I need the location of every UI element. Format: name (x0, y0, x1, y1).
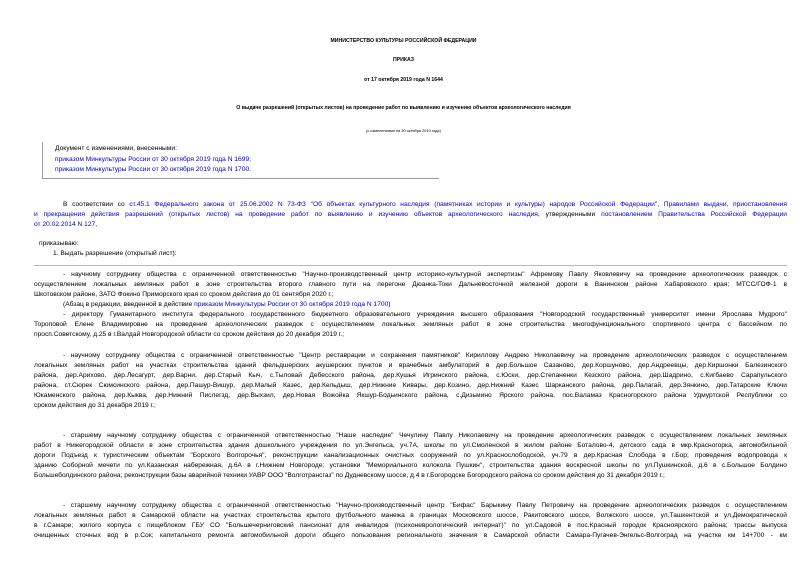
doc-title-heading: О выдаче разрешений (открытых листов) на проведение работ по выявлению и изучению объектов археологического наследия (236, 105, 571, 111)
preamble-line-1 (63, 200, 787, 210)
entry-2-line-2: Тороповой Елене Владимировне на проведение археологических разведок с осуществлением локальных земляных работ в зоне строительства многофункционального спортивного центра с бассейном по (34, 321, 787, 328)
edition-note: (с изменениями на 30 октября 2019 года) (366, 128, 441, 133)
change-link-1699[interactable]: приказом Минкультуры России от 30 октября 2019 года N 1699 (55, 156, 250, 163)
changes-sep-2: . (249, 166, 251, 173)
doc-type-heading: ПРИКАЗ (392, 57, 415, 63)
entry-5-line-4: очищенных сточных вод в р.Сок; капитального ремонта автомобильной дороги общего пользования регионального значения в Самарской области Самара-Пугачев-Энгельс-Волгоград на участке км 14+700 - км (34, 532, 787, 539)
entry-4-line-1: - старшему научному сотруднику общества с ограниченной ответственностью "Наше наследие" Чечулину Павлу Николаевичу на проведение археологических разведок с осуществлением локальных земляных (63, 432, 787, 439)
entry-1-note-text: (Абзац в редакции, введенной в действие (63, 301, 195, 308)
changes-box (42, 142, 439, 179)
separator-rule (34, 265, 787, 266)
preamble-text-1: В соответствии со (63, 201, 130, 208)
entry-1-line-1: - научному сотруднику общества с ограниченной ответственностью "Научно-производственный центр историко-культурной экспертизы" Афремову Павлу Яковлевичу на проведение археологических разведок с (63, 271, 787, 278)
entry-3-line-4: района, ст.Сюрек Сюмсинского района, дер.Пашур-Вишур, дер.Малый Казес, дер.Кельдыш, дер.Нижние Кивары, дер.Козино, дер.Нижний Казес Шарканского района, дер.Палагай, дер.Зянкино, дер.Татарские Ключи (34, 382, 787, 389)
entry-4-line-4: зданию Соборной мечети по ул.Казанская набережная, д.6А в г.Нижнем Новгороде; установки "Мемориального колокола Пушкин", строительства здания воскресной школы по ул.Пушкинской, д.6 в с.Большое Болдино (34, 462, 787, 469)
entry-3-line-3: района, дер.Арихово, дер.Лесагурт, дер.Варни, дер.Старый Кыч, с.Тыловай Дебесского района, дер.Кушья Игринского района, с.Юски, дер.Степаненки Кезского района, дер.Шадрино, с.Кигбаево Сарапульского (34, 372, 787, 379)
entry-3-line-5: Юкаменского района, дер.Кыква, дер.Нижний Пислегзд, дер.Выхзил, дер.Новая Вожойка Якшур-Бодьинского района, с.Дизьмино Ярского района, пос.Валамаз Красногорского района Удмуртской Республики со (34, 392, 787, 399)
changes-line-2 (55, 165, 251, 174)
entry-3-line-2: локальных земляных работ на участках строительства зданий фельдшерских акушерских пунктов и врачебных амбулаторий в дер.Большое Сазаново, дер.Коршуново, дер.Андреевцы, дер.Киршонки Балезинского (34, 362, 787, 369)
entry-3-line-1: - научному сотруднику общества с ограниченной ответственностью "Центр реставрации и сохранения памятников" Кириллову Андрею Николаевичу на проведение археологических разведок с осуществлением (63, 352, 787, 359)
changes-sep-1: ; (249, 156, 251, 163)
preamble-line-3 (34, 220, 97, 230)
doc-date-heading: от 17 октября 2019 года N 1644 (364, 77, 443, 83)
government-decree-link[interactable]: постановлением Правительства Российской Федерации (601, 211, 787, 218)
changes-intro: Документ с изменениями, внесенными: (55, 145, 177, 152)
entry-4-line-2: работ в Нижегородской области в зоне строительства здания дошкольного учреждения по ул.Энгельса, уч.7А, школы по ул.Смоленской в жилом районе Боталово-4, детского сада в мкр.Красногорка, автомобильной (34, 442, 787, 449)
entry-5-line-2: локальных земляных работ в Самарской области на участках строительства крытого футбольного манежа в границах Московского шоссе, Ракитовского шоссе, Волжского шоссе, ул.Ташкентской и ул.Демократической (34, 512, 787, 519)
entry-1-line-3: Шкотовском районе, ЗАТО Фокино Приморского края со сроком действия до 01 сентября 2020 г.; (34, 291, 334, 298)
preamble-text-3: , утвержденными (537, 211, 602, 218)
entry-4-line-5: Большеболдинского района; реконструкции базы аварийной техники УАВР ООО "Волготрансгаз" по Дудневскому шоссе, д.4 в г.Богородске Богородского района со сроком действия до 31 декабря 2019 г.; (34, 472, 665, 479)
entry-3-line-6: сроком действия до 31 декабря 2019 г.; (34, 402, 156, 409)
entry-5-line-3: в г.Самаре; жилого корпуса с пищеблоком ГБУ СО "Большечерниговский пансионат для инвалидов (психоневрологический интернат)" по ул.Садовой в пос.Красный городок Красноярского района; трассы выпуска (34, 522, 787, 529)
entry-2-line-3: просп.Советскому, д.25 в г.Валдай Новгородской области со сроком действия до 20 декабря 2019 г.; (34, 331, 345, 338)
preamble-line-2 (34, 210, 787, 220)
preamble-text-2: , (657, 201, 664, 208)
federal-law-link[interactable]: ст.45.1 Федерального закона от 25.06.2002 N 73-ФЗ "Об объектах культурного наследия (памятниках истории и культуры) народов Российской Федерации" (129, 201, 658, 208)
entry-1-note-close: ) (388, 301, 391, 308)
order-word: приказываю: (39, 240, 79, 247)
entry-1-note (63, 300, 391, 310)
entry-5-line-1: - старшему научному сотруднику общества с ограниченной ответственностью "Научно-производственный центр "Бифас" Барыкину Павлу Петровичу на проведение археологических разведок с осуществлением (63, 502, 787, 509)
changes-line-1 (55, 155, 251, 164)
government-decree-link-continued[interactable]: от 20.02.2014 N 127 (34, 221, 96, 228)
preamble-text-4: , (95, 221, 98, 228)
change-link-1700[interactable]: приказом Минкультуры России от 30 октября 2019 года N 1700 (55, 166, 250, 173)
entry-2-line-1: - директору Гуманитарного института федерального государственного бюджетного образовательного учреждения высшего образования "Новгородский государственный университет имени Ярослава Мудрого" (63, 311, 787, 318)
entry-4-line-3: дороги Подъезд к туристическим объектам "Борского Волгорочья", реконструкции канализационных очистных сооружений по ул.Краснослободской, уч.79 в дер.Красная Слобода в г.Бор; проведения водопровода к (34, 452, 787, 459)
rules-link[interactable]: Правилами выдачи, приостановления (663, 201, 787, 208)
ministry-heading: МИНИСТЕРСТВО КУЛЬТУРЫ РОССИЙСКОЙ ФЕДЕРАЦИИ (330, 38, 477, 44)
rules-link-continued[interactable]: и прекращения действия разрешений (открытых листов) на проведение работ по выявлению и изучению объектов археологического наследия (34, 211, 538, 218)
entry-1-note-link[interactable]: приказом Минкультуры России от 30 октября 2019 года N 1700 (194, 301, 389, 308)
entry-1-line-2: осуществлением локальных земляных работ в зоне строительства второго главного пути на перегоне Дюанка-Токи Дальневосточной железной дороги в Ванинском районе Хабаровского края; МТСС/ГОФ-1 в (34, 281, 787, 288)
item-1: 1. Выдать разрешение (открытый лист): (53, 250, 177, 257)
